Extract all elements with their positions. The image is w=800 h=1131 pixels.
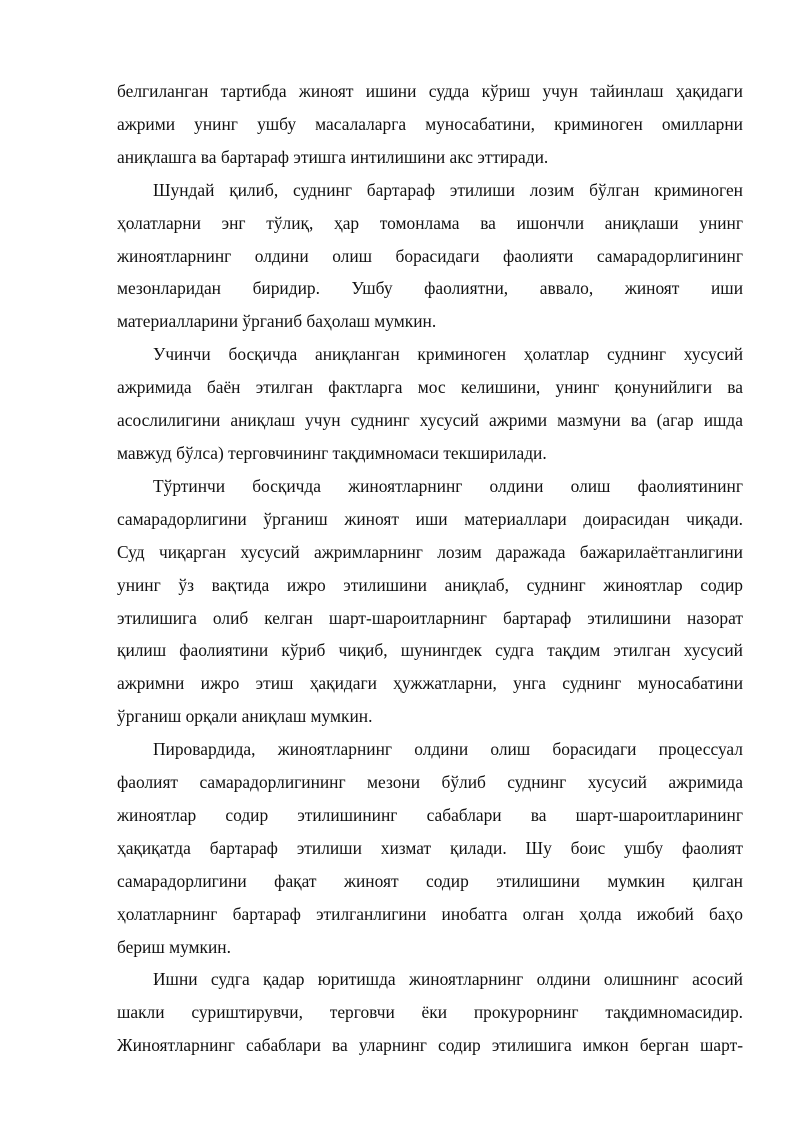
paragraph: [117, 75, 743, 174]
text-line: материалларини ўрганиб баҳолаш мумкин.: [117, 311, 437, 332]
text-line: ҳолатларнинг бартараф этилганлигини инобатга олган ҳолда ижобий баҳо: [117, 903, 743, 924]
text-line: ҳолатларни энг тўлиқ, ҳар томонлама ва ишончли аниқлаши унинг: [117, 212, 743, 233]
text-line: жиноятлар содир этилишининг сабаблари ва шарт-шароитларининг: [117, 804, 743, 825]
text-line: қилиш фаолиятини кўриб чиқиб, шунингдек судга тақдим этилган хусусий: [117, 640, 743, 661]
text-line: этилишига олиб келган шарт-шароитларнинг бартараф этилишини назорат: [117, 607, 743, 628]
text-line: ажримни ижро этиш ҳақидаги ҳужжатларни, унга суднинг муносабатини: [117, 673, 743, 694]
text-line: мезонларидан биридир. Ушбу фаолиятни, аввало, жиноят иши: [117, 278, 743, 299]
text-line: Жиноятларнинг сабаблари ва уларнинг содир этилишига имкон берган шарт-: [117, 1035, 743, 1056]
text-line: фаолият самарадорлигининг мезони бўлиб суднинг хусусий ажримида: [117, 772, 743, 793]
text-line: унинг ўз вақтида ижро этилишини аниқлаб, суднинг жиноятлар содир: [117, 574, 743, 595]
text-line: Шундай қилиб, суднинг бартараф этилиши лозим бўлган криминоген: [153, 179, 743, 200]
paragraph: [117, 338, 743, 470]
paragraph: [117, 733, 743, 963]
paragraph: [117, 470, 743, 733]
text-line: мавжуд бўлса) терговчининг тақдимномаси текширилади.: [117, 442, 547, 463]
paragraph: [117, 963, 743, 1062]
text-line: Ишни судга қадар юритишда жиноятларнинг олдини олишнинг асосий: [153, 969, 743, 990]
text-line: самарадорлигини ўрганиш жиноят иши материаллари доирасидан чиқади.: [117, 508, 743, 529]
text-line: Суд чиқарган хусусий ажримларнинг лозим даражада бажарилаётганлигини: [117, 541, 743, 562]
text-line: ажримида баён этилган фактларга мос келишини, унинг қонунийлиги ва: [117, 377, 743, 398]
text-line: аниқлашга ва бартараф этишга интилишини акс эттиради.: [117, 146, 549, 167]
text-line: жиноятларнинг олдини олиш борасидаги фаолияти самарадорлигининг: [117, 245, 743, 266]
text-line: Учинчи босқичда аниқланган криминоген ҳолатлар суднинг хусусий: [153, 344, 743, 365]
text-line: Пировардида, жиноятларнинг олдини олиш борасидаги процессуал: [153, 739, 743, 760]
text-line: ажрими унинг ушбу масалаларга муносабатини, криминоген омилларни: [117, 113, 743, 134]
text-line: ўрганиш орқали аниқлаш мумкин.: [117, 706, 373, 727]
document-page: [117, 75, 743, 1062]
paragraph: [117, 174, 743, 339]
text-line: шакли суриштирувчи, терговчи ёки прокурорнинг тақдимномасидир.: [117, 1002, 743, 1023]
text-line: бериш мумкин.: [117, 936, 231, 957]
text-line: белгиланган тартибда жиноят ишини судда кўриш учун тайинлаш ҳақидаги: [117, 81, 743, 101]
text-line: асослилигини аниқлаш учун суднинг хусусий ажрими мазмуни ва (агар ишда: [117, 410, 743, 431]
text-line: самарадорлигини фақат жиноят содир этилишини мумкин қилган: [117, 870, 743, 891]
text-line: ҳақиқатда бартараф этилиши хизмат қилади. Шу боис ушбу фаолият: [117, 837, 743, 858]
text-line: Тўртинчи босқичда жиноятларнинг олдини олиш фаолиятининг: [153, 475, 743, 496]
